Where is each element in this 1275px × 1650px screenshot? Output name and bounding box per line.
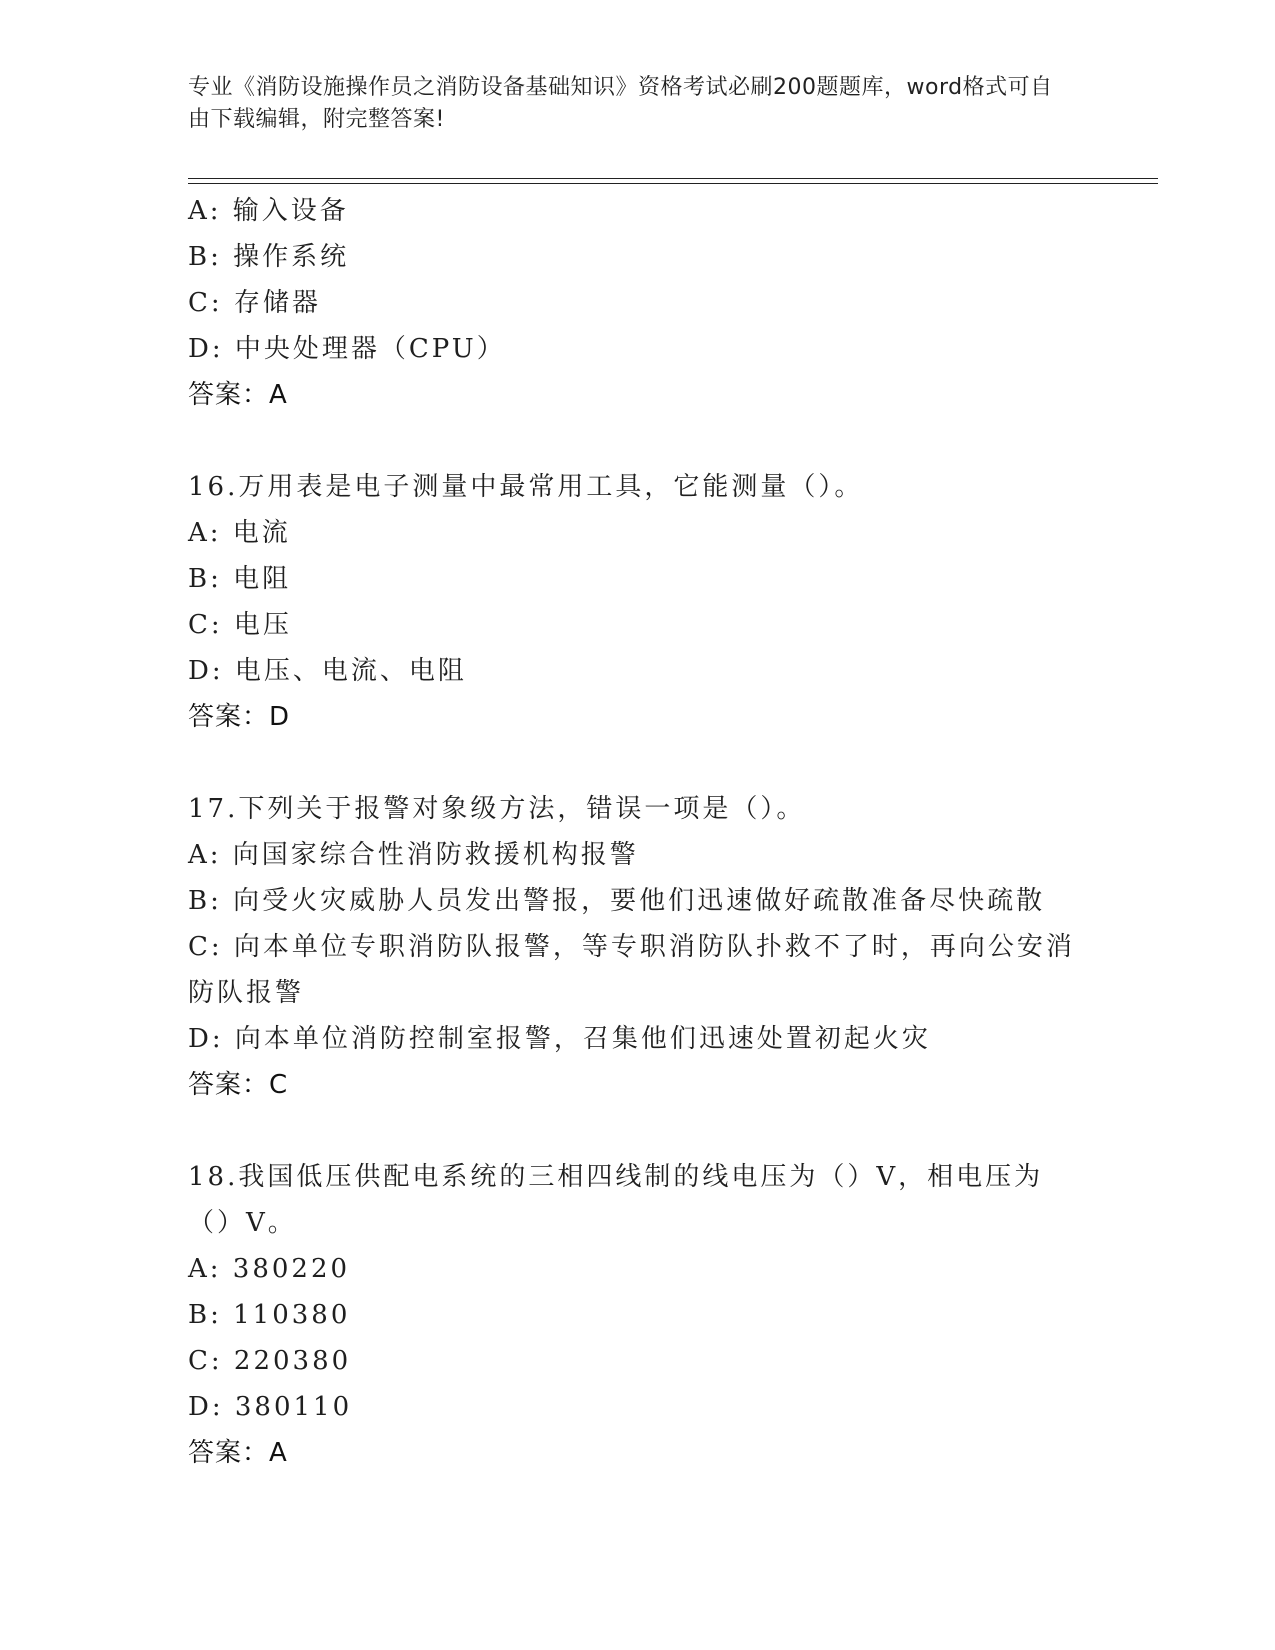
option-b: B: 电阻: [188, 564, 292, 594]
option-d: D: 中央处理器（CPU）: [188, 334, 506, 364]
option-b: B: 110380: [188, 1300, 351, 1330]
spacer: [188, 1108, 1088, 1154]
question-16: [188, 464, 1088, 740]
option-c: C: 电压: [188, 610, 292, 640]
option-c: C: 220380: [188, 1346, 352, 1376]
header-divider-top: [188, 178, 1158, 179]
header-divider-bottom: [188, 183, 1158, 184]
option-a: A: 电流: [188, 518, 291, 548]
option-b: B: 操作系统: [188, 242, 350, 272]
spacer: [188, 418, 1088, 464]
option-d: D: 380110: [188, 1392, 353, 1422]
option-a: A: 向国家综合性消防救援机构报警: [188, 840, 639, 870]
answer: 答案：A: [188, 1438, 288, 1468]
answer: 答案：D: [188, 702, 291, 732]
answer: 答案：C: [188, 1070, 289, 1100]
option-c: C: 存储器: [188, 288, 321, 318]
option-d: D: 向本单位消防控制室报警，召集他们迅速处置初起火灾: [188, 1024, 931, 1054]
answer: 答案：A: [188, 380, 288, 410]
question-15: [188, 188, 1088, 418]
question-text: 16.万用表是电子测量中最常用工具，它能测量（）。: [188, 472, 864, 502]
question-17: [188, 786, 1088, 1108]
document-header: 专业《消防设施操作员之消防设备基础知识》资格考试必刷200题题库，word格式可自由下载编辑，附完整答案!: [188, 75, 1053, 132]
question-18: [188, 1154, 1088, 1476]
question-list: [188, 188, 1088, 1476]
option-a: A: 输入设备: [188, 196, 349, 226]
question-text: 18.我国低压供配电系统的三相四线制的线电压为（）V，相电压为（）V。: [188, 1162, 1044, 1238]
option-d: D: 电压、电流、电阻: [188, 656, 467, 686]
option-c: C: 向本单位专职消防队报警，等专职消防队扑救不了时，再向公安消防队报警: [188, 932, 1075, 1008]
option-b: B: 向受火灾威胁人员发出警报，要他们迅速做好疏散准备尽快疏散: [188, 886, 1046, 916]
question-text: 17.下列关于报警对象级方法，错误一项是（）。: [188, 794, 806, 824]
spacer: [188, 740, 1088, 786]
option-a: A: 380220: [188, 1254, 351, 1284]
